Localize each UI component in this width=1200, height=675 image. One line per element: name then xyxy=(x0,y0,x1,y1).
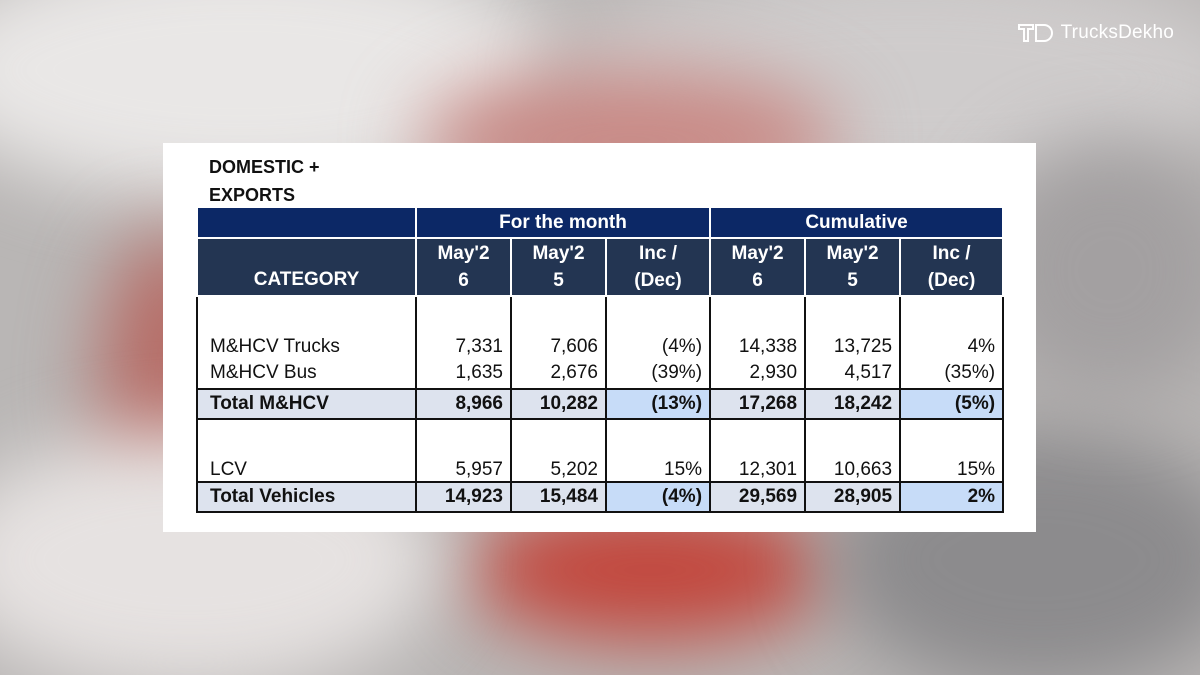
cell-cumulative-previous: 28,905 xyxy=(805,482,900,512)
cell-month-current: 7,331 xyxy=(416,296,511,358)
cell-cumulative-change: (35%) xyxy=(900,358,1003,389)
table-row-lcv xyxy=(197,419,1003,482)
table-heading xyxy=(209,153,320,209)
cell-cumulative-current: 12,301 xyxy=(710,419,805,482)
column-header-month-change: Inc / (Dec) xyxy=(606,238,710,296)
blank-header-cell xyxy=(197,207,416,238)
row-label: M&HCV Bus xyxy=(197,358,416,389)
column-header-row xyxy=(197,238,1003,296)
column-header-month-current: May'2 6 xyxy=(416,238,511,296)
cell-month-current: 8,966 xyxy=(416,389,511,419)
cell-month-previous: 7,606 xyxy=(511,296,606,358)
cell-month-change: (39%) xyxy=(606,358,710,389)
brand-logo xyxy=(1017,22,1174,44)
cell-cumulative-previous: 18,242 xyxy=(805,389,900,419)
group-header-cumulative: Cumulative xyxy=(710,207,1003,238)
group-header-month: For the month xyxy=(416,207,710,238)
trucksdekho-logo-icon xyxy=(1017,22,1055,44)
cell-cumulative-change: 15% xyxy=(900,419,1003,482)
row-label: Total M&HCV xyxy=(197,389,416,419)
column-header-cumulative-change: Inc / (Dec) xyxy=(900,238,1003,296)
column-header-category: CATEGORY xyxy=(197,238,416,296)
cell-cumulative-change: 2% xyxy=(900,482,1003,512)
cell-month-previous: 10,282 xyxy=(511,389,606,419)
cell-cumulative-current: 29,569 xyxy=(710,482,805,512)
column-header-cumulative-current: May'2 6 xyxy=(710,238,805,296)
cell-month-previous: 2,676 xyxy=(511,358,606,389)
cell-cumulative-change: (5%) xyxy=(900,389,1003,419)
cell-cumulative-change: 4% xyxy=(900,296,1003,358)
cell-cumulative-previous: 10,663 xyxy=(805,419,900,482)
cell-cumulative-current: 17,268 xyxy=(710,389,805,419)
cell-month-previous: 5,202 xyxy=(511,419,606,482)
group-header-row xyxy=(197,207,1003,238)
table-row-total-vehicles xyxy=(197,482,1003,512)
cell-month-current: 5,957 xyxy=(416,419,511,482)
cell-month-current: 14,923 xyxy=(416,482,511,512)
column-header-month-previous: May'2 5 xyxy=(511,238,606,296)
table-row-trucks xyxy=(197,296,1003,358)
row-label: Total Vehicles xyxy=(197,482,416,512)
row-label: M&HCV Trucks xyxy=(197,296,416,358)
cell-month-change: 15% xyxy=(606,419,710,482)
table-row-bus xyxy=(197,358,1003,389)
row-label: LCV xyxy=(197,419,416,482)
cell-month-change: (13%) xyxy=(606,389,710,419)
column-header-cumulative-previous: May'2 5 xyxy=(805,238,900,296)
heading-line-1: DOMESTIC + xyxy=(209,157,320,177)
sales-table xyxy=(196,206,1004,513)
cell-cumulative-previous: 4,517 xyxy=(805,358,900,389)
cell-month-previous: 15,484 xyxy=(511,482,606,512)
sales-table-card xyxy=(163,143,1036,532)
cell-month-change: (4%) xyxy=(606,296,710,358)
table-row-total-mhcv xyxy=(197,389,1003,419)
cell-cumulative-previous: 13,725 xyxy=(805,296,900,358)
cell-cumulative-current: 2,930 xyxy=(710,358,805,389)
cell-cumulative-current: 14,338 xyxy=(710,296,805,358)
cell-month-change: (4%) xyxy=(606,482,710,512)
brand-name: TrucksDekho xyxy=(1060,22,1174,43)
cell-month-current: 1,635 xyxy=(416,358,511,389)
heading-line-2: EXPORTS xyxy=(209,185,296,205)
